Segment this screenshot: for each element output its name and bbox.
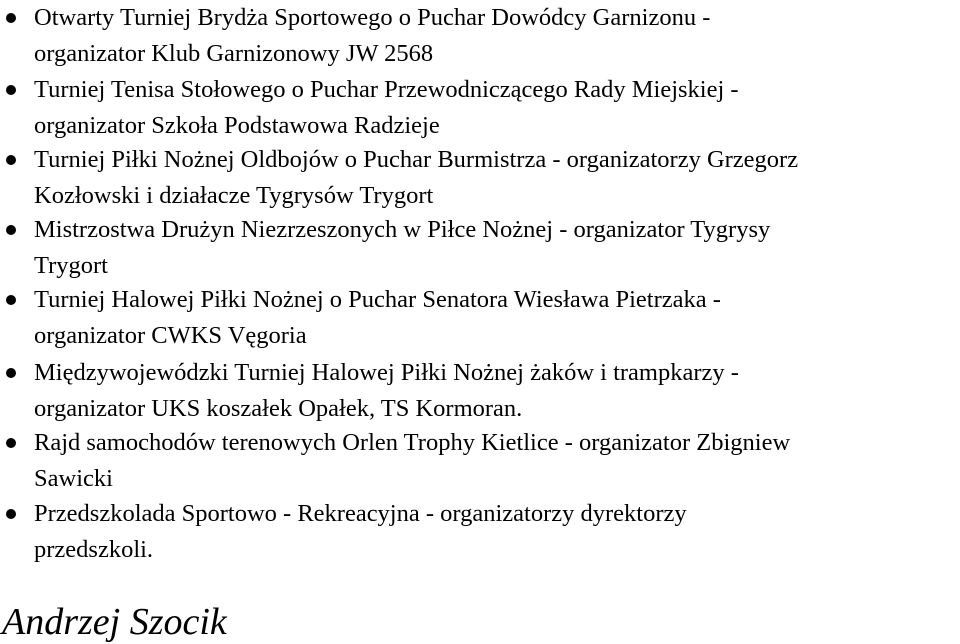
bullet-icon: [6, 438, 16, 448]
bullet-icon: [6, 509, 16, 519]
list-item: [0, 355, 960, 427]
bullet-icon: [6, 85, 16, 95]
event-text-line: Turniej Halowej Piłki Nożnej o Puchar Senatora Wiesława Pietrzaka -: [34, 286, 721, 313]
event-text-line: przedszkoli.: [34, 536, 154, 563]
event-text-line: Turniej Tenisa Stołowego o Puchar Przewodniczącego Rady Miejskiej -: [34, 76, 739, 103]
event-text-line: organizator UKS koszałek Opałek, TS Kormoran.: [34, 395, 523, 422]
event-text-line: organizator Klub Garnizonowy JW 2568: [34, 40, 434, 67]
list-item: [0, 72, 960, 144]
event-text-line: organizator Szkoła Podstawowa Radzieje: [34, 112, 440, 139]
event-text-line: Turniej Piłki Nożnej Oldbojów o Puchar Burmistrza - organizatorzy Grzegorz: [34, 146, 799, 173]
event-text-line: Mistrzostwa Drużyn Niezrzeszonych w Piłce Nożnej - organizator Tygrysy: [34, 216, 771, 243]
event-text-line: Otwarty Turniej Brydża Sportowego o Puchar Dowódcy Garnizonu -: [34, 4, 711, 31]
event-text-line: Międzywojewódzki Turniej Halowej Piłki Nożnej żaków i trampkarzy -: [34, 359, 739, 386]
list-item: [0, 425, 960, 497]
list-item: [0, 212, 960, 284]
event-text-line: Kozłowski i działacze Tygrysów Trygort: [34, 182, 434, 209]
event-text-line: organizator CWKS Vęgoria: [34, 322, 307, 349]
author-signature: Andrzej Szocik: [2, 601, 227, 643]
list-item: [0, 496, 960, 568]
list-item: [0, 0, 960, 72]
list-item: [0, 142, 960, 214]
list-item: [0, 282, 960, 354]
bullet-icon: [6, 225, 16, 235]
event-text-line: Rajd samochodów terenowych Orlen Trophy Kietlice - organizator Zbigniew: [34, 429, 791, 456]
event-text-line: Trygort: [34, 252, 108, 279]
bullet-icon: [6, 368, 16, 378]
bullet-icon: [6, 295, 16, 305]
bullet-icon: [6, 13, 16, 23]
event-text-line: Sawicki: [34, 465, 113, 492]
event-text-line: Przedszkolada Sportowo - Rekreacyjna - organizatorzy dyrektorzy: [34, 500, 687, 527]
bullet-icon: [6, 155, 16, 165]
